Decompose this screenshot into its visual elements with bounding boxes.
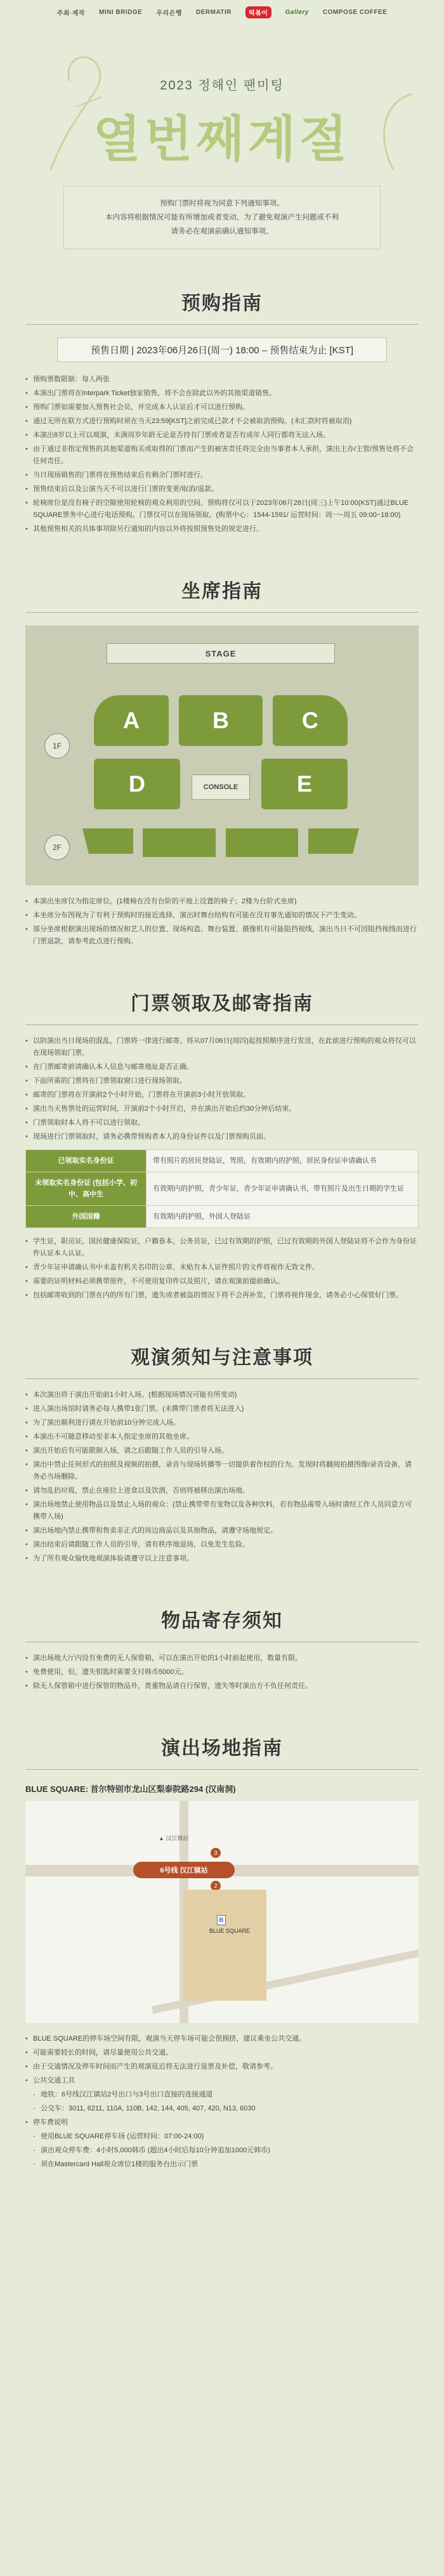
sponsor-logo-dermatir: DERMATIR	[196, 8, 232, 16]
leaf-stroke	[76, 97, 101, 107]
hero-title: 열번째계절	[93, 110, 351, 168]
list-item: • 本坐席分布图视为了有利于预购时的接近选择，演出时舞台结构有可能在没有事先通知的情况下产生变动。	[25, 910, 419, 922]
list-item: • 需要的证明材料必须携带原件，不可使用复印件以及照片，请在观演前提前确认。	[25, 1276, 419, 1288]
list-item: • 通过无所在联方式进行预购时须在当天23:59[KST]之前完成已款才不会被取消预购。(未汇款时将被取消)	[25, 415, 419, 428]
list-item: • 现场进行门票领取时，请务必携带预购者本人的身份证件以及门票预购页面。	[25, 1131, 419, 1143]
sponsor-logo-gallery: Gallery	[285, 8, 309, 16]
seat-map	[25, 625, 419, 886]
list-item: • 预售结束后以及公演当天不可以进行门票的变更/取消/退款。	[25, 483, 419, 495]
list-item: • 在门票邮寄前请确认本人信息与邮寄地址是否正确。	[25, 1061, 419, 1073]
list-item: • 预购门票如需要加入预售社会员，并完成本人认证后才可以进行预购。	[25, 402, 419, 414]
footer-spacer	[0, 2173, 444, 2192]
table-row	[26, 1206, 419, 1228]
section-title-storage: 物品寄存须知	[161, 1611, 283, 1631]
venue-building	[184, 1890, 266, 2001]
sponsor-logo-woori-bank: 우리은행	[156, 10, 182, 17]
hero-decoration	[0, 24, 444, 186]
notice-line: 请务必在观演前确认通知事项。	[171, 228, 273, 235]
list-item: • 本演出不可随意移动至非本人指定坐席的其他坐席。	[25, 1431, 419, 1443]
list-item: • 免费使用，但，遗失钥匙时需要支付韩币5000元。	[25, 1666, 419, 1678]
sponsor-logo-compose-coffee: COMPOSE COFFEE	[322, 8, 388, 16]
balcony-block	[82, 828, 133, 854]
venue-address: BLUE SQUARE: 首尔特别市龙山区梨泰院路294 (汉南洞)	[25, 1784, 236, 1794]
list-item: • 青少年证申请确认书中未盖有机关名印的公章、未贴有本人证件照片的文件将视作无效文件。	[25, 1262, 419, 1274]
seat-block-a: A	[94, 695, 169, 746]
list-item: • 演出中禁止任何形式的拍照及视频的拍摄，录音与现场转播等一切提供着作权的行为。发现时将翻阅拍摄图像/录音设备，请务必当场删除。	[25, 1459, 419, 1483]
balcony-block	[143, 828, 216, 857]
pickup-notes-after	[25, 1236, 419, 1302]
section-title-presale: 预购指南	[181, 293, 263, 314]
list-item: • 轮椅席位是没有椅子的空隙使用轮椅的观众利用的空间。预购将仅可以于2023年06月28日(周三)上午10:00(KST)通过BLUE SQUARE票务中心进行电话预购。门票仅可以在现场领取。(购票中心：1544-1591/ 运营时间：周一~周五 09:00~18:00)	[25, 497, 419, 521]
list-item: - 地铁：6号线汉江镇站2号出口与3号出口直接的连接通道	[25, 2089, 419, 2101]
list-item: • 演出开始后有可能限制入场，请之后跟随工作人员的引导入场。	[25, 1445, 419, 1457]
table-key: 未领取实名身份证 (包括小学、初中、高中生	[26, 1172, 147, 1206]
divider	[25, 612, 419, 613]
list-item: • 演出当天售票处的运营时间，开演前2个小时开启，并在演出开始后约30分钟后结束。	[25, 1103, 419, 1115]
list-item: • 当日现场销售的门票将在预售结束后有剩余门票时进行。	[25, 469, 419, 481]
presale-date: 预售日期 | 2023年06月26日(周一) 18:00 – 预售结束为止 [KST]	[57, 337, 387, 362]
list-item: • 公共交通工具	[25, 2075, 419, 2087]
list-item: • 可能需要较长的时间，请尽量使用公共交通。	[25, 2047, 419, 2059]
seat-block-b: B	[179, 695, 263, 746]
venue-label: BLUE SQUARE	[209, 1928, 251, 1934]
list-item: • BLUE SQUARE的停车场空间有限，观演当天停车场可能会很拥挤，建议乘坐公共交通。	[25, 2033, 419, 2045]
list-item: • 包括邮寄收到的门票在内的所有门票，遗失或者被盗的情况下将不会再补发，门票将视作现金，请务必小心保管好门票。	[25, 1290, 419, 1302]
balcony-blocks	[25, 625, 419, 886]
list-item: • 除无人保管箱中进行保管的物品外，贵重物品请自行保管，遗失等时演出方不负任何责任。	[25, 1680, 419, 1692]
seat-block-c: C	[273, 695, 348, 746]
id-table	[25, 1149, 419, 1228]
seat-block-e: E	[261, 759, 348, 809]
venue-notes	[25, 2033, 419, 2171]
list-item: • 部分坐席根据演出现场的情况和艺人的位置、现场构造、舞台装置、摄像机有可能阻挡视线，演出当日不可因阻挡视线而进行门票退款，请参考此点进行预购。	[25, 924, 419, 948]
notice-box	[63, 186, 381, 249]
section-title-venue: 演出场地指南	[161, 1738, 283, 1759]
list-item: • 本演出门票将在Interpark Ticket独家销售，将不会在除此以外的其他渠道销售。	[25, 388, 419, 400]
table-key: 已领取实名身份证	[26, 1150, 147, 1172]
venue-map	[25, 1801, 419, 2023]
manners-notes	[25, 1389, 419, 1565]
balcony-block	[308, 828, 359, 854]
divider	[25, 324, 419, 325]
seat-block-d: D	[94, 759, 180, 809]
table-row	[26, 1172, 419, 1206]
notice-line: 本内容将根据情况可能有所增加或者变动，为了避免观演产生问题或不利	[105, 214, 339, 221]
console: CONSOLE	[192, 775, 250, 800]
list-item: • 停车费说明	[25, 2117, 419, 2129]
pickup-notes	[25, 1035, 419, 1143]
station-label: 6号线 汉江镇站	[133, 1862, 235, 1878]
list-item: • 进入演出场馆时请务必每人携带1张门票。(未携带门票者将无法进入)	[25, 1403, 419, 1415]
seating-notes	[25, 896, 419, 948]
notice-line: 预购门票时将视为同意下列通知事项。	[160, 200, 284, 207]
section-title-seating: 坐席指南	[181, 581, 263, 602]
list-item: • 本演出坐席仅为指定席位。(1楼椅在没有台阶的平地上设置的椅子；2楼为台阶式坐席)	[25, 896, 419, 908]
leaf-curve-left	[51, 57, 100, 170]
floor-tag-1f: 1F	[44, 733, 70, 759]
section-title-manners: 观演须知与注意事项	[131, 1347, 313, 1368]
sponsor-logo-tteokbokki: 떡볶이	[245, 6, 271, 18]
list-item: • 为了演出顺利进行请在开始前10分钟完成入场。	[25, 1417, 419, 1429]
list-item: • 本演出8岁以上可以观演，未满周岁年龄无论是否持有门票或者是否有成年人同行都将无法入场。	[25, 429, 419, 441]
list-item: • 由于通过非指定预售的其他渠道购买或取得的门票而产生的被害责任将完全由当事者本人承担，演出主办/主管/预售处将不会任何责任。	[25, 443, 419, 467]
list-item: • 以防演出当日现场的混乱，门票将一律进行邮寄。将从07月06日(周四)起按照顺序进行发送，在此前进行预购的观众将仅可以在现场领取门票。	[25, 1035, 419, 1059]
list-item: • 本次演出将于演出开始前1小时入场。(根据现场情况可能有所变动)	[25, 1389, 419, 1401]
table-row	[26, 1150, 419, 1172]
list-item: • 请勿乱扔垃圾，禁止在座位上进食以及饮酒，否则将被移出演出场地。	[25, 1485, 419, 1497]
table-key: 外国国籍	[26, 1206, 147, 1228]
list-item: • 学生证，职员证，国民健康保险证，户籍卷本，公务员证，已过有效期的护照，已过有效期的外国人登陆证将不会作为身份证件认证本人认证。	[25, 1236, 419, 1260]
list-item: • 邮寄的门票将在开演前2个小时开始，门票将在开演前3小时开放领取。	[25, 1089, 419, 1101]
exit-badge: 2	[211, 1881, 221, 1891]
venue-pin-icon: B	[217, 1915, 226, 1925]
list-item: • 由于交通情况及停车时间而产生的观演延迟将无法进行退票及补偿，敬请参考。	[25, 2061, 419, 2073]
exit-badge: 3	[211, 1848, 221, 1858]
list-item: • 预购票数限制：每人两张	[25, 374, 419, 386]
list-item: • 演出场地大厅内设有免费的无人保管箱，可以在演出开始的1小时前起使用，数量有限。	[25, 1652, 419, 1664]
list-item: • 演出场地禁止使用物品以及禁止入场的观众：(禁止携带带有宠物以及各种饮料，若有物品需带入场时请经工作人员同意方可携带入场)	[25, 1499, 419, 1523]
list-item: - 演出观众停车费：4小时5,000韩币 (超出4小时后每10分钟追加1000元韩币)	[25, 2145, 419, 2157]
list-item: - 公交车：3011, 6211, 110A, 110B, 142, 144, 405, 407, 420, N13, 6030	[25, 2103, 419, 2115]
list-item: • 演出结束后请跟随工作人员的引导，请有秩序地退场，以免发生危险。	[25, 1539, 419, 1551]
list-item: • 门票领取时本人将不可以进行领取。	[25, 1117, 419, 1129]
section-title-pickup: 门票领取及邮寄指南	[131, 993, 313, 1014]
divider	[25, 1769, 419, 1770]
table-value: 有效期内的护照，外国人登陆证	[147, 1206, 419, 1228]
list-item: • 演出场地内禁止携带和售卖非正式的周边商品以及其他物品，请遵守场地规定。	[25, 1525, 419, 1537]
station-top-label: ▲ 汉江镇站	[159, 1835, 189, 1841]
list-item: - 须在Mastercard Hall观众席位1楼的服务台出示门票	[25, 2159, 419, 2171]
hero-subtitle: 2023 정해인 팬미팅	[160, 79, 284, 93]
sponsor-logo-mini-bridge: MINI BRIDGE	[99, 8, 143, 16]
floor-tag-2f: 2F	[44, 835, 70, 860]
sponsor-bar	[0, 0, 444, 24]
table-value: 带有照片的居民登陆证，驾照，有效期内的护照，居民身份证申请确认书	[147, 1150, 419, 1172]
list-item: - 使用BLUE SQUARE停车场 (运营时间：07:00-24:00)	[25, 2131, 419, 2143]
presale-notes	[25, 374, 419, 535]
divider	[25, 1024, 419, 1025]
divider	[25, 1378, 419, 1379]
table-value: 有效期内的护照，青少年证，青少年证申请确认书，带有照片及出生日期的学生证	[147, 1172, 419, 1206]
stage: STAGE	[107, 643, 335, 664]
balcony-block	[226, 828, 298, 857]
hero-header	[0, 24, 444, 186]
list-item: • 下面所需的门票将在门票领取窗口进行现场领取。	[25, 1075, 419, 1087]
storage-notes	[25, 1652, 419, 1692]
leaf-curve-right	[384, 94, 412, 170]
list-item: • 为了所有观众愉快地观演体验请遵守以上注意事项。	[25, 1553, 419, 1565]
sponsor-label: 주최·제작	[56, 10, 86, 17]
list-item: • 其他预售相关的具体事项除另行通知的内容以外将按照预售处的规定进行。	[25, 523, 419, 535]
